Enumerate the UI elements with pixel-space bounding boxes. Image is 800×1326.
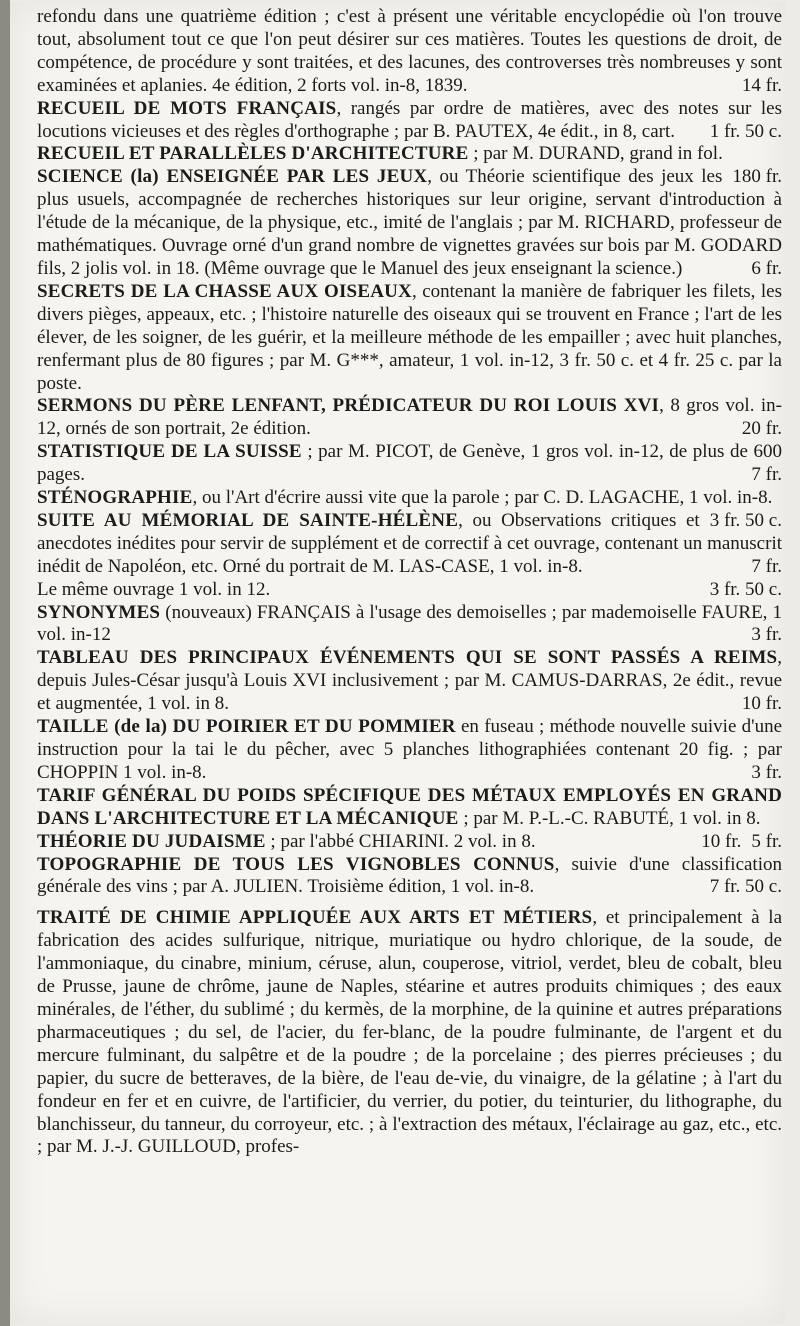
entry-title: TRAITÉ DE CHIMIE APPLIQUÉE AUX ARTS ET MÉTIERS xyxy=(37,907,593,929)
price: 180 fr. xyxy=(732,166,782,188)
price: 10 fr. xyxy=(701,830,742,852)
entry-traite-chimie: TRAITÉ DE CHIMIE APPLIQUÉE AUX ARTS ET MÉTIERS, et principalement à la fabrication des acides sulfurique, nitrique, muriatique ou hydro chlorique, de la soude, de l'ammoniaque, du cinabre, minium, céruse, alun, couperose, vitriol, verdet, bleu de cobalt, bleu de Prusse, jaune de chrôme, jaune de Naples, stéarine et autres produits chimiques ; des eaux minérales, de l'éther, du sublimé ; du kermès, de la morphine, de la quinine et autres préparations pharmaceutiques ; du sel, de l'acier, du fer-blanc, de la poudre fulminante, de l'argent et du mercure fulminant, du salpêtre et de la poudre ; de la porcelaine ; des pierres précieuses ; du papier, du sucre de betteraves, de la bière, de l'eau de-vie, du vinaigre, de la gélatine ; à l'art du fondeur en fer et en cuivre, de l'artificier, du verrier, du potier, du teinturier, du lithographe, du blanchisseur, du tanneur, du corroyeur, etc. ; à l'extraction des métaux, l'éclairage au gaz, etc., etc. ; par M. J.-J. GUILLOUD, profes- xyxy=(37,907,783,1158)
price: 20 fr. xyxy=(741,418,782,440)
entry-recueil-mots: RECUEIL DE MOTS FRANÇAIS, rangés par ordre de matières, avec des notes sur les locutions vicieuses et des règles d'orthographe ; par B. PAUTEX, 4e édit., in 8, cart. 1 fr. 50 c. xyxy=(37,97,782,142)
entry-title: STATISTIQUE DE LA SUISSE xyxy=(37,441,302,463)
entry-title: SERMONS DU PÈRE LENFANT, PRÉDICATEUR DU ROI LOUIS XVI xyxy=(37,395,660,417)
entry-title: TOPOGRAPHIE DE TOUS LES VIGNOBLES CONNUS xyxy=(37,853,555,875)
entry-topographie-vignobles: TOPOGRAPHIE DE TOUS LES VIGNOBLES CONNUS, suivie d'une classification générale des vins ; par A. JULIEN. Troisième édition, 1 vol. in-8. 7 fr. 50 c. xyxy=(37,853,782,898)
entry-title: SECRETS DE LA CHASSE AUX OISEAUX xyxy=(37,280,412,302)
entry-title: SCIENCE (la) ENSEIGNÉE PAR LES JEUX xyxy=(37,166,428,188)
entry-title: TAILLE (de la) DU POIRIER ET DU POMMIER xyxy=(37,716,456,738)
price: 7 fr. xyxy=(751,555,782,577)
entry-title: THÉORIE DU JUDAISME xyxy=(37,830,266,852)
price: 14 fr. xyxy=(741,74,782,96)
entry-title: SUITE AU MÉMORIAL DE SAINTE-HÉLÈNE xyxy=(37,509,459,531)
price: 7 fr. xyxy=(751,464,782,486)
entry-meme-ouvrage: Le même ouvrage 1 vol. in 12. 3 fr. 50 c. xyxy=(37,578,782,600)
entry-secrets-chasse: SECRETS DE LA CHASSE AUX OISEAUX, contenant la manière de fabriquer les filets, les divers pièges, appeaux, etc. ; l'histoire naturelle des oiseaux qui se trouvent en France ; l'art de les élever, de les soigner, de les guérir, et la meilleure méthode de les empailler ; avec huit planches, renfermant plus de 80 figures ; par M. G***, amateur, 1 vol. in-12, 3 fr. 50 c. et 4 fr. 25 c. par la poste. xyxy=(37,280,782,394)
entry-synonymes: SYNONYMES (nouveaux) FRANÇAIS à l'usage des demoiselles ; par mademoiselle FAURE, 1 vol. in-12 3 fr. xyxy=(37,601,782,646)
entry-statistique-suisse: STATISTIQUE DE LA SUISSE ; par M. PICOT, de Genève, 1 gros vol. in-12, de plus de 600 pages. 7 fr. xyxy=(37,441,783,486)
price: 3 fr. 50 c. xyxy=(709,578,782,600)
entry-title: RECUEIL ET PARALLÈLES D'ARCHITECTURE xyxy=(37,143,469,165)
price: 5 fr. xyxy=(751,830,782,852)
entry-title: STÉNOGRAPHIE xyxy=(37,487,193,509)
entry-recueil-architecture: RECUEIL ET PARALLÈLES D'ARCHITECTURE ; par M. DURAND, grand in fol. 180 fr. xyxy=(37,143,782,188)
entry-memorial: SUITE AU MÉMORIAL DE SAINTE-HÉLÈNE, ou Observations critiques et anecdotes inédites pour servir de supplément et de correctif à cet ouvrage, contenant un manuscrit inédit de Napoléon, etc. Orné du portrait de M. LAS-CASE, 1 vol. in-8. 7 fr. xyxy=(37,509,782,577)
entry-continuation: refondu dans une quatrième édition ; c'est à présent une véritable encyclopédie où l'on trouve tout, absolument tout ce que l'on peut désirer sur ces matières. Toutes les questions de droit, de compétence, de procédure y sont traitées, et des lacunes, des controverses très nombreuses y sont examinées et aplanies. 4e édition, 2 forts vol. in-8, 1839. 14 fr. xyxy=(37,6,782,96)
entry-taille-poirier: TAILLE (de la) DU POIRIER ET DU POMMIER en fuseau ; méthode nouvelle suivie d'une instruction pour la tai le du pêcher, avec 5 planches lithographiées contenant 20 fig. ; par CHOPPIN 1 vol. in-8. 3 fr. xyxy=(37,716,782,783)
price: 3 fr. xyxy=(751,761,782,783)
entry-stenographie: STÉNOGRAPHIE, ou l'Art d'écrire aussi vite que la parole ; par C. D. LAGACHE, 1 vol. in-8. 3 fr. 50 c. xyxy=(37,487,782,531)
entry-theorie-judaisme: THÉORIE DU JUDAISME ; par l'abbé CHIARINI. 2 vol. in 8. 10 fr. xyxy=(37,830,742,852)
entry-science-jeux: SCIENCE (la) ENSEIGNÉE PAR LES JEUX, ou Théorie scientifique des jeux les plus usuels, accompagnée de recherches historiques sur leur origine, servant d'introduction à l'étude de la mécanique, de la physique, etc., imité de l'anglais ; par M. RICHARD, professeur de mathématiques. Ouvrage orné d'un grand nombre de vignettes gravées sur bois par M. GODARD fils, 2 jolis vol. in 18. (Même ouvrage que le Manuel des jeux enseignant la science.) 6 fr. xyxy=(37,166,782,279)
price: 10 fr. xyxy=(741,693,782,715)
entry-sermons: SERMONS DU PÈRE LENFANT, PRÉDICATEUR DU ROI LOUIS XVI, 8 gros vol. in-12, ornés de son portrait, 2e édition. 20 fr. xyxy=(37,395,782,440)
price: 3 fr. 50 c. xyxy=(709,509,782,531)
entry-title: TABLEAU DES PRINCIPAUX ÉVÉNEMENTS QUI SE SONT PASSÉS A REIMS xyxy=(37,647,778,669)
catalog-page xyxy=(10,2,785,1324)
entry-tableau-reims: TABLEAU DES PRINCIPAUX ÉVÉNEMENTS QUI SE SONT PASSÉS A REIMS, depuis Jules-César jusqu'à Louis XVI inclusivement ; par M. CAMUS-DARRAS, 2e édit., revue et augmentée, 1 vol. in 8. 10 fr. xyxy=(37,647,782,715)
price: 6 fr. xyxy=(751,257,782,279)
price: 3 fr. xyxy=(751,624,782,646)
page-edge xyxy=(0,0,10,1326)
entry-title: RECUEIL DE MOTS FRANÇAIS xyxy=(37,97,337,119)
catalog-text xyxy=(37,6,782,1159)
price: 1 fr. 50 c. xyxy=(709,120,782,142)
entry-tarif-general: TARIF GÉNÉRAL DU POIDS SPÉCIFIQUE DES MÉTAUX EMPLOYÉS EN GRAND DANS L'ARCHITECTURE ET LA MÉCANIQUE ; par M. P.-L.-C. RABUTÉ, 1 vol. in 8. 5 fr. xyxy=(37,784,782,852)
price: 7 fr. 50 c. xyxy=(709,876,782,898)
entry-title: SYNONYMES xyxy=(37,601,161,623)
entry-title: TARIF GÉNÉRAL DU POIDS SPÉCIFIQUE DES MÉTAUX EMPLOYÉS EN GRAND DANS L'ARCHITECTURE ET LA MÉCANIQUE xyxy=(37,784,782,829)
